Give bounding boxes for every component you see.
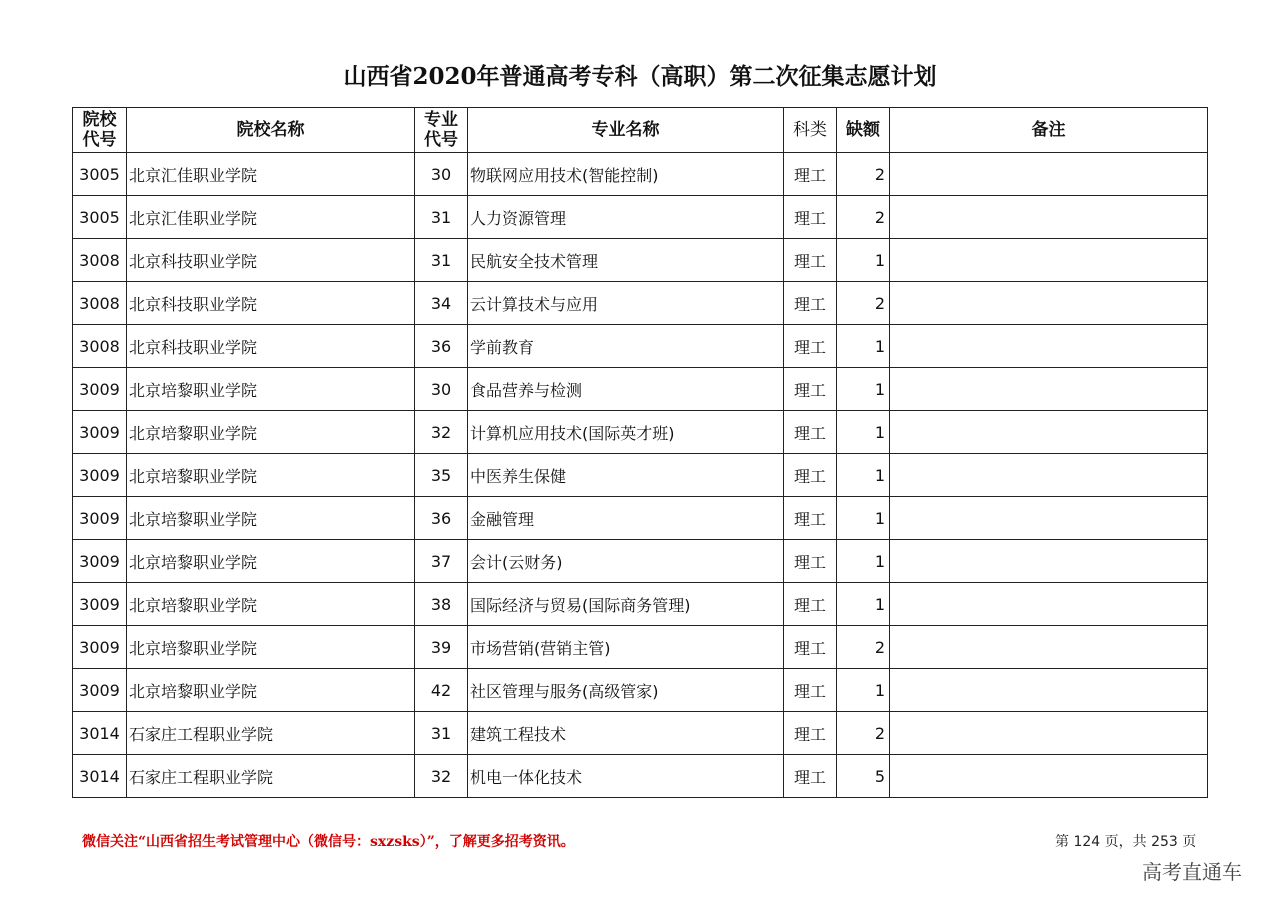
cell-category: 理工 (784, 411, 837, 454)
cell-major-code: 39 (415, 626, 468, 669)
cell-quota: 1 (837, 540, 890, 583)
cell-major-name: 食品营养与检测 (468, 368, 784, 411)
cell-remarks (890, 583, 1208, 626)
cell-remarks (890, 282, 1208, 325)
cell-school-name: 北京培黎职业学院 (127, 540, 415, 583)
cell-major-code: 36 (415, 497, 468, 540)
cell-category: 理工 (784, 153, 837, 196)
cell-school-code: 3005 (73, 153, 127, 196)
cell-major-code: 38 (415, 583, 468, 626)
cell-quota: 2 (837, 196, 890, 239)
cell-school-name: 北京培黎职业学院 (127, 454, 415, 497)
plan-table (72, 107, 1208, 798)
cell-school-name: 北京科技职业学院 (127, 239, 415, 282)
table-row (73, 411, 1208, 454)
page-number: 第 124 页，共 253 页 (1055, 834, 1197, 850)
cell-category: 理工 (784, 368, 837, 411)
cell-category: 理工 (784, 626, 837, 669)
table-row (73, 325, 1208, 368)
cell-remarks (890, 669, 1208, 712)
header-quota: 缺额 (837, 108, 890, 153)
cell-major-name: 民航安全技术管理 (468, 239, 784, 282)
table-row (73, 239, 1208, 282)
cell-category: 理工 (784, 583, 837, 626)
cell-remarks (890, 626, 1208, 669)
cell-remarks (890, 196, 1208, 239)
header-category: 科类 (784, 108, 837, 153)
cell-major-code: 31 (415, 712, 468, 755)
cell-major-code: 32 (415, 411, 468, 454)
cell-remarks (890, 411, 1208, 454)
table-row (73, 454, 1208, 497)
cell-major-name: 计算机应用技术(国际英才班) (468, 411, 784, 454)
cell-school-code: 3009 (73, 411, 127, 454)
cell-school-code: 3009 (73, 454, 127, 497)
cell-category: 理工 (784, 712, 837, 755)
cell-school-code: 3009 (73, 626, 127, 669)
cell-school-name: 北京科技职业学院 (127, 282, 415, 325)
cell-major-name: 学前教育 (468, 325, 784, 368)
table-header-row (73, 108, 1208, 153)
table-row (73, 712, 1208, 755)
cell-school-code: 3008 (73, 282, 127, 325)
cell-major-code: 31 (415, 239, 468, 282)
header-major-name: 专业名称 (468, 108, 784, 153)
cell-major-name: 建筑工程技术 (468, 712, 784, 755)
cell-school-code: 3009 (73, 540, 127, 583)
cell-quota: 1 (837, 239, 890, 282)
cell-major-code: 34 (415, 282, 468, 325)
cell-quota: 1 (837, 669, 890, 712)
cell-quota: 2 (837, 153, 890, 196)
cell-quota: 1 (837, 325, 890, 368)
cell-category: 理工 (784, 196, 837, 239)
cell-major-code: 37 (415, 540, 468, 583)
cell-school-code: 3008 (73, 239, 127, 282)
cell-school-name: 石家庄工程职业学院 (127, 755, 415, 798)
cell-major-code: 32 (415, 755, 468, 798)
cell-major-name: 会计(云财务) (468, 540, 784, 583)
footer-notice: 微信关注“山西省招生考试管理中心（微信号：sxzsks）”，了解更多招考资讯。 (82, 834, 575, 850)
cell-quota: 1 (837, 497, 890, 540)
cell-category: 理工 (784, 282, 837, 325)
header-remarks: 备注 (890, 108, 1208, 153)
table-row (73, 626, 1208, 669)
cell-remarks (890, 497, 1208, 540)
cell-major-name: 物联网应用技术(智能控制) (468, 153, 784, 196)
cell-category: 理工 (784, 540, 837, 583)
cell-category: 理工 (784, 755, 837, 798)
cell-major-code: 36 (415, 325, 468, 368)
table-row (73, 540, 1208, 583)
cell-remarks (890, 540, 1208, 583)
cell-school-name: 北京培黎职业学院 (127, 497, 415, 540)
cell-school-code: 3009 (73, 368, 127, 411)
cell-school-name: 北京培黎职业学院 (127, 669, 415, 712)
cell-remarks (890, 368, 1208, 411)
table-row (73, 282, 1208, 325)
watermark: 高考直通车 (1142, 860, 1242, 884)
table-row (73, 669, 1208, 712)
cell-quota: 1 (837, 583, 890, 626)
cell-school-code: 3014 (73, 755, 127, 798)
cell-remarks (890, 454, 1208, 497)
cell-quota: 5 (837, 755, 890, 798)
page-title: 山西省2020年普通高考专科（高职）第二次征集志愿计划 (343, 63, 937, 90)
cell-major-name: 中医养生保健 (468, 454, 784, 497)
cell-category: 理工 (784, 497, 837, 540)
cell-quota: 2 (837, 282, 890, 325)
cell-school-name: 北京培黎职业学院 (127, 411, 415, 454)
cell-school-code: 3009 (73, 497, 127, 540)
cell-quota: 1 (837, 411, 890, 454)
table-row (73, 583, 1208, 626)
cell-school-name: 北京培黎职业学院 (127, 368, 415, 411)
header-major-code: 专业代号 (415, 108, 468, 153)
cell-school-name: 北京汇佳职业学院 (127, 196, 415, 239)
cell-school-code: 3005 (73, 196, 127, 239)
cell-major-name: 社区管理与服务(高级管家) (468, 669, 784, 712)
cell-major-code: 31 (415, 196, 468, 239)
cell-major-name: 机电一体化技术 (468, 755, 784, 798)
table-row (73, 497, 1208, 540)
cell-major-code: 42 (415, 669, 468, 712)
cell-remarks (890, 712, 1208, 755)
cell-major-name: 云计算技术与应用 (468, 282, 784, 325)
cell-major-name: 市场营销(营销主管) (468, 626, 784, 669)
cell-school-name: 石家庄工程职业学院 (127, 712, 415, 755)
cell-school-code: 3009 (73, 669, 127, 712)
cell-school-name: 北京培黎职业学院 (127, 626, 415, 669)
cell-major-name: 国际经济与贸易(国际商务管理) (468, 583, 784, 626)
cell-major-name: 人力资源管理 (468, 196, 784, 239)
cell-school-code: 3014 (73, 712, 127, 755)
cell-school-name: 北京培黎职业学院 (127, 583, 415, 626)
cell-category: 理工 (784, 669, 837, 712)
cell-quota: 1 (837, 368, 890, 411)
cell-major-code: 30 (415, 368, 468, 411)
cell-quota: 2 (837, 712, 890, 755)
table-row (73, 755, 1208, 798)
cell-quota: 2 (837, 626, 890, 669)
cell-school-name: 北京科技职业学院 (127, 325, 415, 368)
cell-school-name: 北京汇佳职业学院 (127, 153, 415, 196)
cell-remarks (890, 755, 1208, 798)
table-row (73, 368, 1208, 411)
header-school-name: 院校名称 (127, 108, 415, 153)
cell-remarks (890, 325, 1208, 368)
cell-major-code: 30 (415, 153, 468, 196)
header-school-code: 院校代号 (73, 108, 127, 153)
cell-remarks (890, 239, 1208, 282)
table-row (73, 196, 1208, 239)
cell-school-code: 3009 (73, 583, 127, 626)
cell-quota: 1 (837, 454, 890, 497)
table-row (73, 153, 1208, 196)
cell-category: 理工 (784, 325, 837, 368)
cell-category: 理工 (784, 454, 837, 497)
cell-school-code: 3008 (73, 325, 127, 368)
cell-remarks (890, 153, 1208, 196)
cell-major-name: 金融管理 (468, 497, 784, 540)
cell-major-code: 35 (415, 454, 468, 497)
cell-category: 理工 (784, 239, 837, 282)
